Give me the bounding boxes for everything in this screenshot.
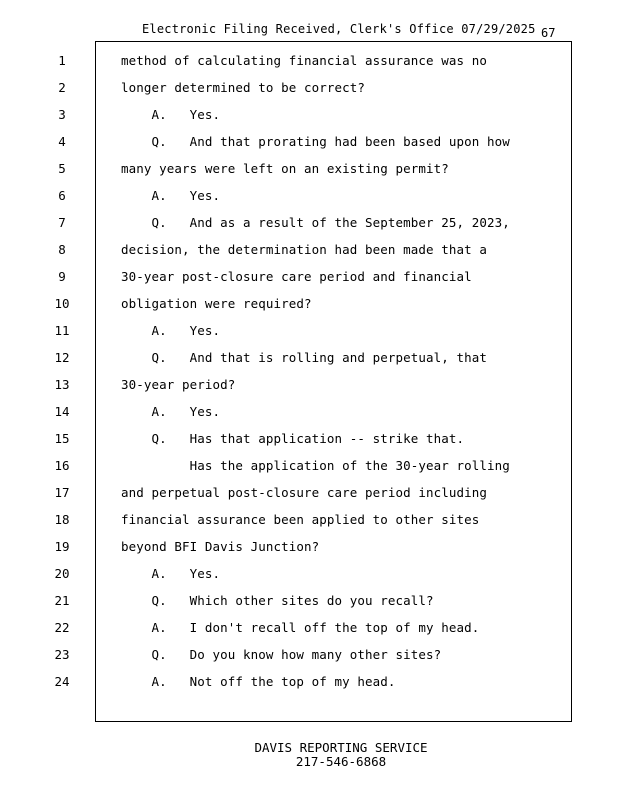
- line-text: A. Yes.: [121, 566, 221, 581]
- line-number: 12: [54, 350, 70, 365]
- line-text: A. Not off the top of my head.: [121, 674, 396, 689]
- line-number: 4: [58, 134, 66, 149]
- line-number: 21: [54, 593, 70, 608]
- line-number: 8: [58, 242, 66, 257]
- line-text: 30-year period?: [121, 377, 236, 392]
- transcript-line: [0, 648, 618, 668]
- line-number: 5: [58, 161, 66, 176]
- line-text: A. I don't recall off the top of my head.: [121, 620, 480, 635]
- transcript-line: [0, 621, 618, 641]
- line-text: many years were left on an existing permit?: [121, 161, 449, 176]
- reporter-name: DAVIS REPORTING SERVICE: [254, 740, 428, 755]
- transcript-line: [0, 270, 618, 290]
- transcript-line: [0, 540, 618, 560]
- transcript-line: [0, 243, 618, 263]
- line-number: 24: [54, 674, 70, 689]
- transcript-line: [0, 675, 618, 695]
- transcript-line: [0, 405, 618, 425]
- line-number: 6: [58, 188, 66, 203]
- transcript-line: [0, 108, 618, 128]
- line-number: 18: [54, 512, 70, 527]
- line-number: 22: [54, 620, 70, 635]
- line-text: A. Yes.: [121, 107, 221, 122]
- line-number: 14: [54, 404, 70, 419]
- line-text: Q. And that prorating had been based upon how: [121, 134, 510, 149]
- line-text: Q. Has that application -- strike that.: [121, 431, 465, 446]
- transcript-line: [0, 297, 618, 317]
- line-text: and perpetual post-closure care period including: [121, 485, 488, 500]
- transcript-line: [0, 135, 618, 155]
- line-text: A. Yes.: [121, 188, 221, 203]
- line-number: 11: [54, 323, 70, 338]
- filing-stamp-header: Electronic Filing Received, Clerk's Office 07/29/2025: [142, 22, 536, 36]
- line-number: 10: [54, 296, 70, 311]
- line-text: financial assurance been applied to other sites: [121, 512, 480, 527]
- line-number: 3: [58, 107, 66, 122]
- transcript-line: [0, 594, 618, 614]
- reporter-phone: 217-546-6868: [295, 754, 387, 769]
- transcript-line: [0, 567, 618, 587]
- line-text: decision, the determination had been made that a: [121, 242, 488, 257]
- line-number: 2: [58, 80, 66, 95]
- line-number: 13: [54, 377, 70, 392]
- line-text: Q. Do you know how many other sites?: [121, 647, 442, 662]
- line-text: method of calculating financial assurance was no: [121, 53, 488, 68]
- transcript-line: [0, 459, 618, 479]
- line-number: 16: [54, 458, 70, 473]
- line-number: 17: [54, 485, 70, 500]
- line-number: 19: [54, 539, 70, 554]
- line-number: 7: [58, 215, 66, 230]
- line-text: longer determined to be correct?: [121, 80, 366, 95]
- transcript-line: [0, 189, 618, 209]
- transcript-line: [0, 378, 618, 398]
- transcript-line: [0, 54, 618, 74]
- line-text: Q. And as a result of the September 25, 2023,: [121, 215, 510, 230]
- line-text: Q. And that is rolling and perpetual, that: [121, 350, 488, 365]
- transcript-line: [0, 81, 618, 101]
- transcript-line: [0, 432, 618, 452]
- line-text: beyond BFI Davis Junction?: [121, 539, 320, 554]
- line-number: 1: [58, 53, 66, 68]
- line-number: 9: [58, 269, 66, 284]
- line-number: 23: [54, 647, 70, 662]
- transcript-line: [0, 324, 618, 344]
- transcript-line: [0, 162, 618, 182]
- line-text: A. Yes.: [121, 404, 221, 419]
- page-number: 67: [541, 26, 556, 40]
- line-text: Q. Which other sites do you recall?: [121, 593, 434, 608]
- transcript-line: [0, 513, 618, 533]
- line-text: 30-year post-closure care period and financial: [121, 269, 472, 284]
- transcript-line: [0, 486, 618, 506]
- line-text: A. Yes.: [121, 323, 221, 338]
- line-text: obligation were required?: [121, 296, 312, 311]
- line-text: Has the application of the 30-year rolling: [121, 458, 510, 473]
- transcript-line: [0, 351, 618, 371]
- line-number: 20: [54, 566, 70, 581]
- transcript-line: [0, 216, 618, 236]
- line-number: 15: [54, 431, 70, 446]
